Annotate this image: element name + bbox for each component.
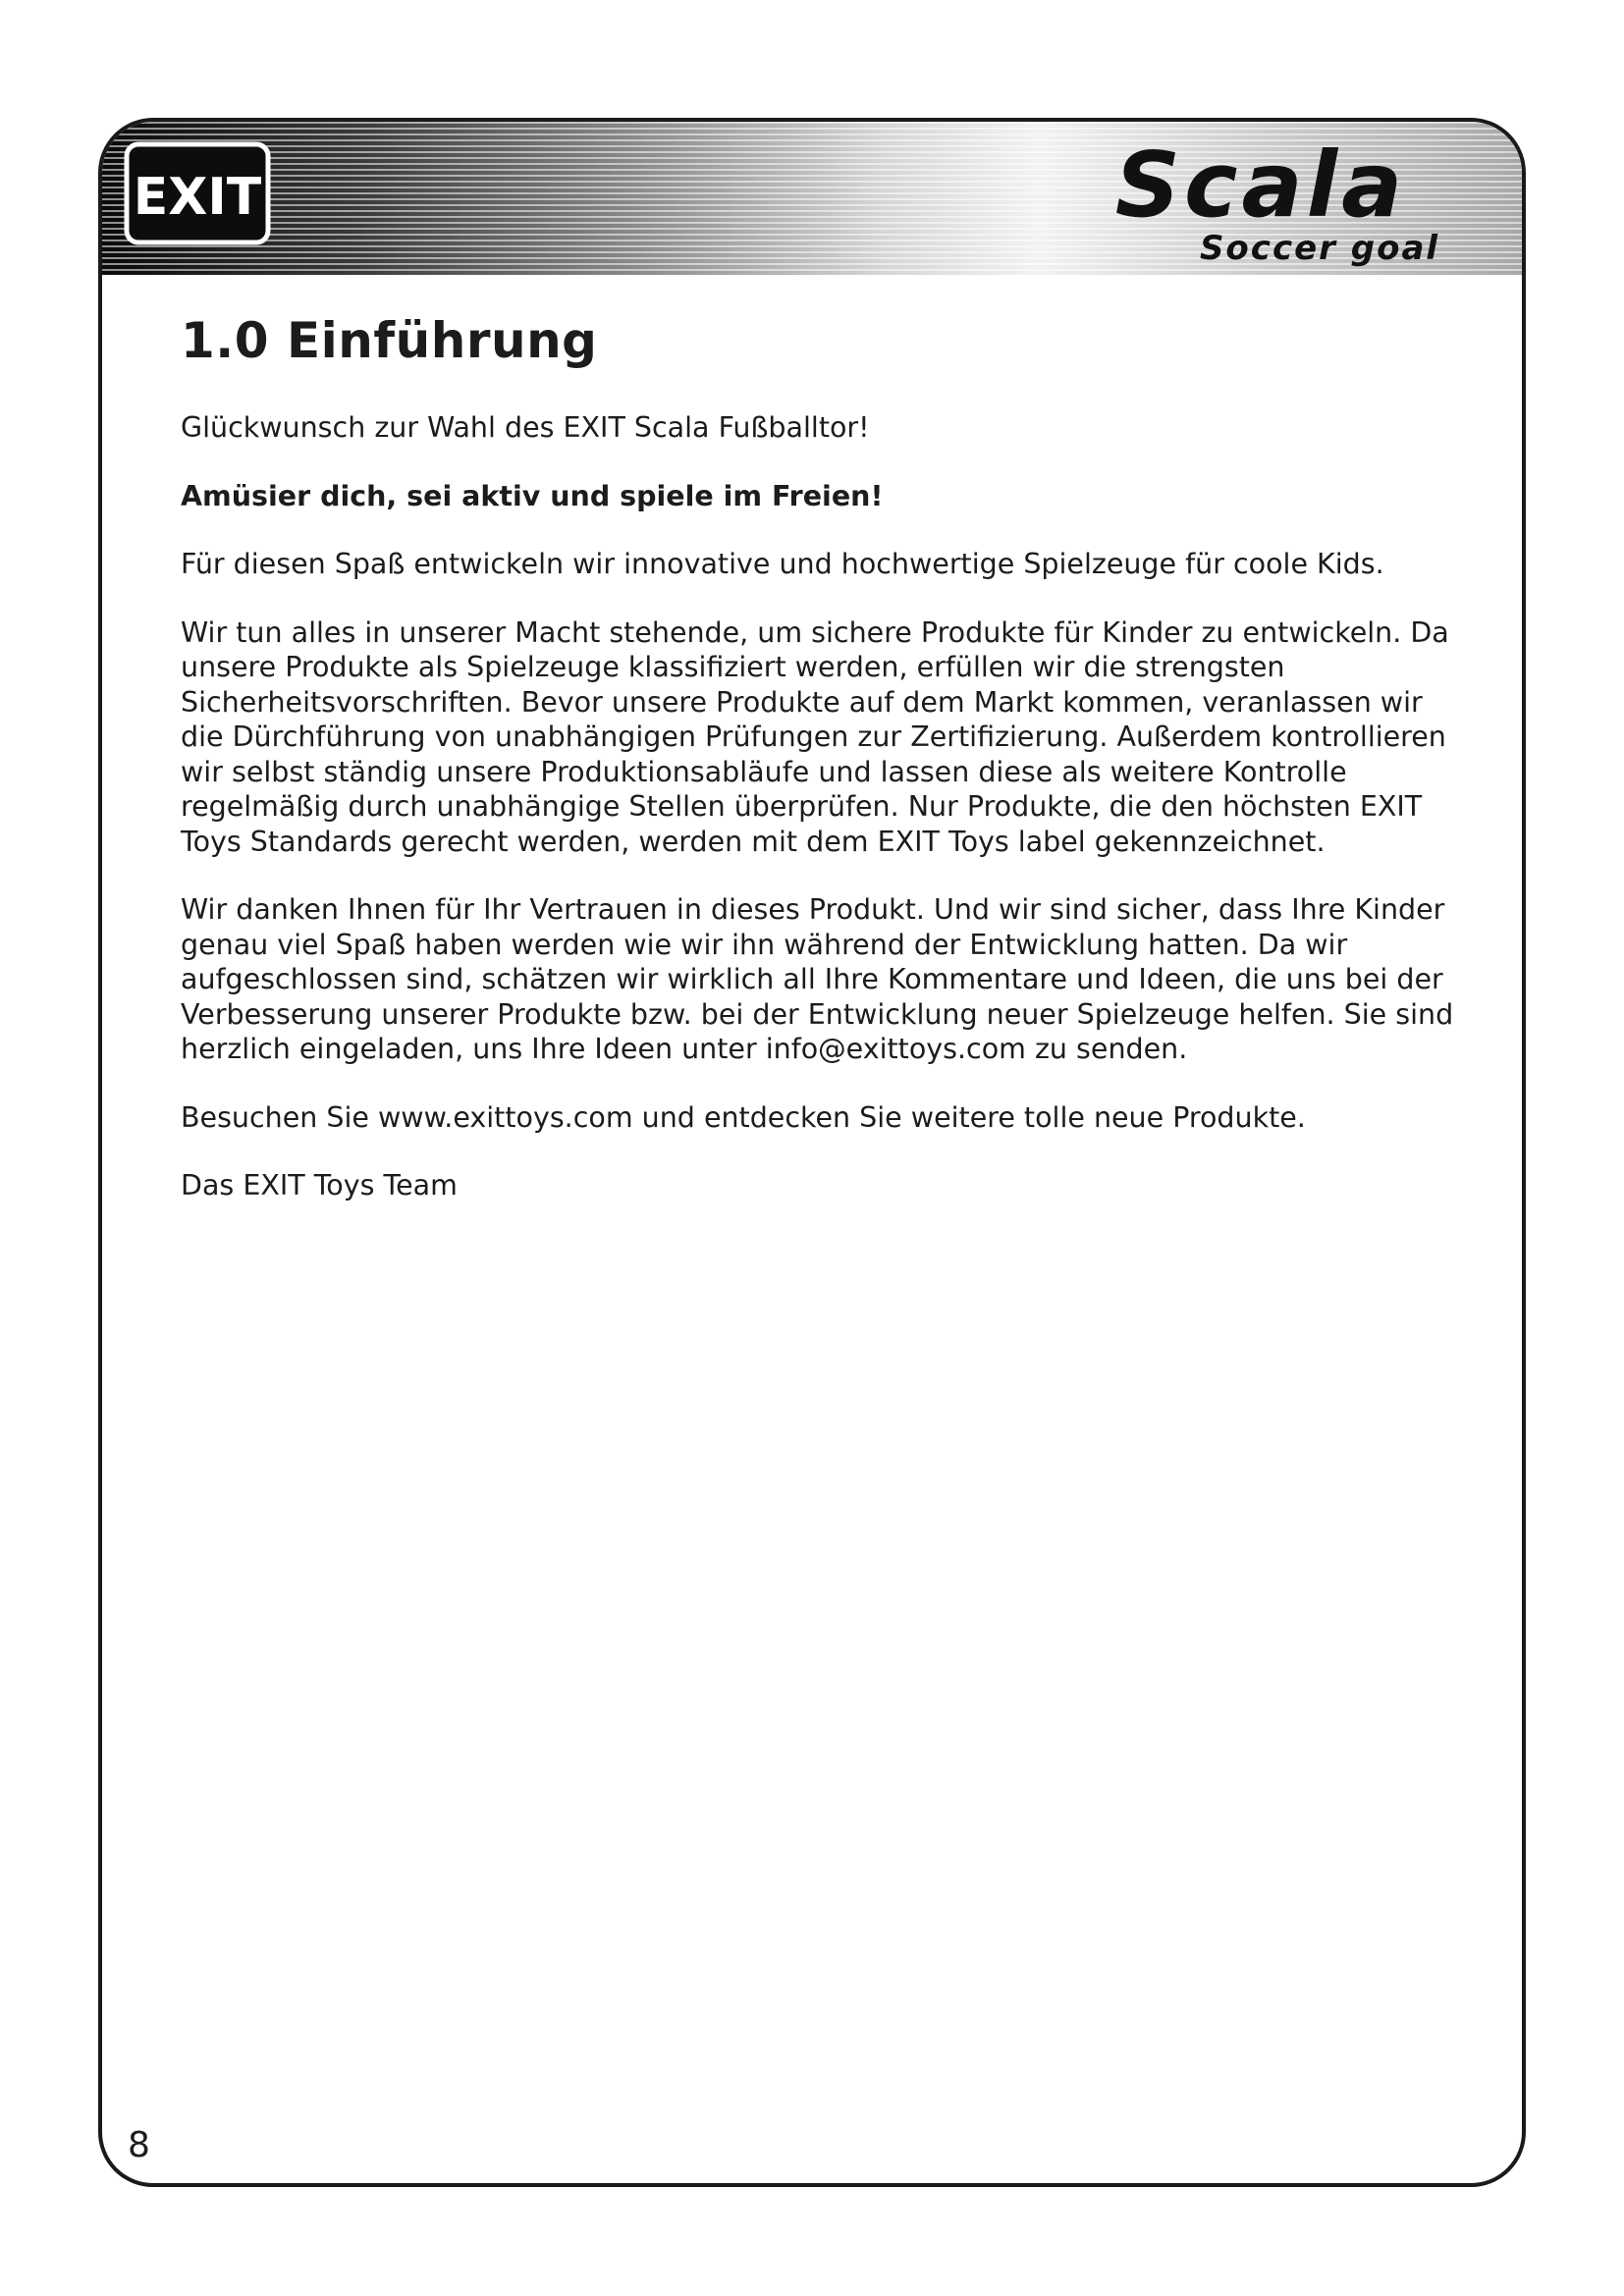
paragraph-thanks: Wir danken Ihnen für Ihr Vertrauen in dieses Produkt. Und wir sind sicher, dass Ihre Kinder genau viel Spaß haben werden wie wir ihn während der Entwicklung hatten. Da wir aufgeschlossen sind, schätzen wir wirklich all Ihre Kommentare und Ideen, die uns bei der Verbesserung unserer Produkte bzw. bei der Entwicklung neuer Spielzeuge helfen. Sie sind herzlich eingeladen, uns Ihre Ideen unter info@exittoys.com zu senden. xyxy=(181,893,1454,1065)
paragraph-slogan: Amüsier dich, sei aktiv und spiele im Freien! xyxy=(181,479,884,512)
svg-text:Scala: Scala xyxy=(1114,133,1407,238)
paragraph-visit-website: Besuchen Sie www.exittoys.com und entdecken Sie weitere tolle neue Produkte. xyxy=(181,1100,1306,1134)
paragraph-congrats: Glückwunsch zur Wahl des EXIT Scala Fußballtor! xyxy=(181,411,870,444)
content-area xyxy=(181,312,1467,1237)
scala-soccer-goal-logo xyxy=(1025,133,1496,271)
page-number: 8 xyxy=(128,2125,150,2165)
paragraph-signature: Das EXIT Toys Team xyxy=(181,1169,458,1201)
paragraph-safety: Wir tun alles in unserer Macht stehende, um sichere Produkte für Kinder zu entwickeln. Da unsere Produkte als Spielzeuge klassifiziert werden, erfüllen wir die strengsten Sicherheitsvorschriften. Bevor unsere Produkte auf dem Markt kommen, veranlassen wir die Dürchführung von unabhängigen Prüfungen zur Zertifizierung. Außerdem kontrollieren wir selbst ständig unsere Produktionsabläufe und lassen diese als weitere Kontrolle regelmäßig durch unabhängige Stellen überprüfen. Nur Produkte, die den höchsten EXIT Toys Standards gerecht werden, werden mit dem EXIT Toys label gekennzeichnet. xyxy=(181,615,1449,858)
header-band xyxy=(102,122,1522,275)
svg-text:Soccer goal: Soccer goal xyxy=(1199,229,1440,268)
exit-brand-logo xyxy=(124,141,271,245)
svg-text:EXIT: EXIT xyxy=(133,168,262,227)
paragraph-mission: Für diesen Spaß entwickeln wir innovative und hochwertige Spielzeuge für coole Kids. xyxy=(181,548,1384,580)
section-heading: 1.0 Einführung xyxy=(181,312,598,369)
